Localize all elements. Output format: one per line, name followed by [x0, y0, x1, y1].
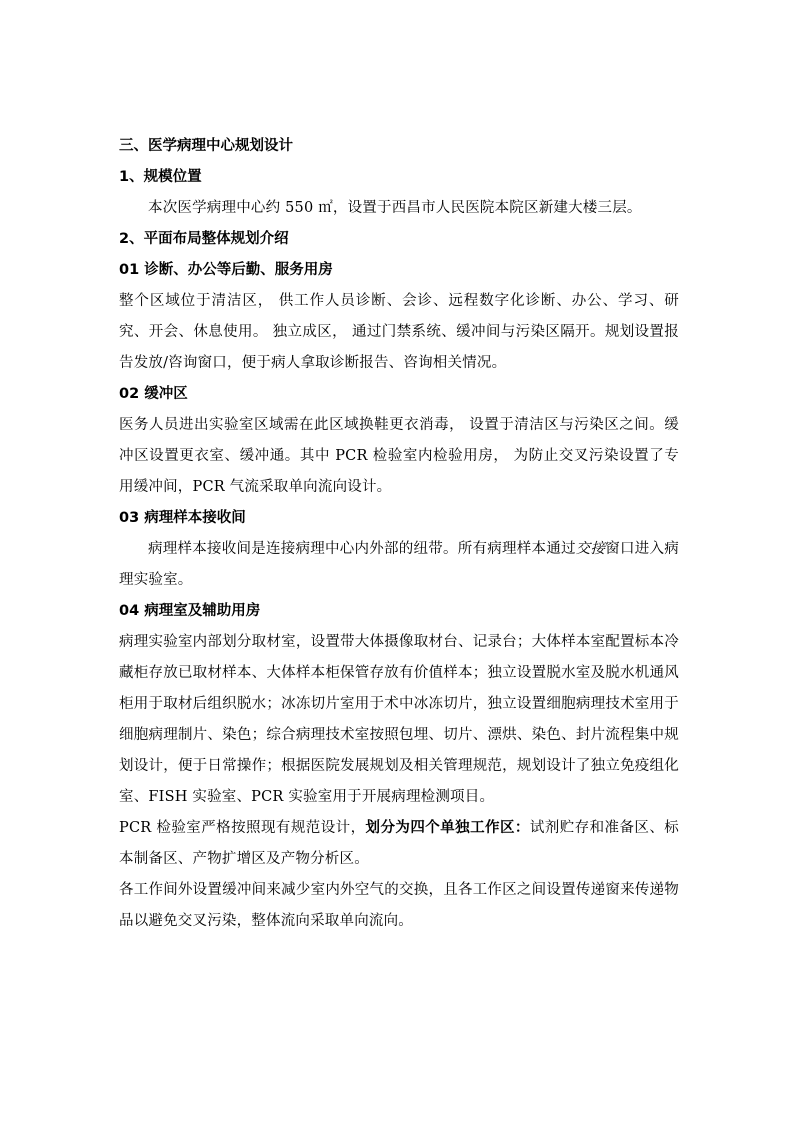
heading-layout-overview: 2、平面布局整体规划介绍 — [119, 231, 289, 247]
paragraph-04-pcr-lab — [119, 813, 679, 875]
heading-04-pathology-rooms: 04 病理室及辅助用房 — [119, 603, 261, 619]
paragraph-04-pathology-rooms: 病理实验室内部划分取材室，设置带大体摄像取材台、记录台；大体样本室配置标本冷藏柜存放已取材样本、大体样本柜保管存放有价值样本；独立设置脱水室及脱水机通风柜用于取材后组织脱水；冰冻切片室用于术中冰冻切片，独立设置细胞病理技术室用于细胞病理制片、染色；综合病理技术室按照包埋、切片、漂烘、染色、封片流程集中规划设计，便于日常操作；根据医院发展规划及相关管理规范，规划设计了独立免疫组化室、FISH 实验室、PCR 实验室用于开展病理检测项目。 — [119, 634, 679, 805]
paragraph-03-sample-reception — [119, 534, 679, 596]
paragraph-scale-location: 本次医学病理中心约 550 ㎡，设置于西昌市人民医院本院区新建大楼三层。 — [148, 200, 642, 216]
document-content — [119, 131, 679, 937]
paragraph-04-pcr-text-bold: 划分为四个单独工作区： — [365, 820, 530, 836]
paragraph-03-text-italic: 交接 — [575, 541, 606, 557]
paragraph-04-pcr-text-a: PCR 检验室严格按照现有规范设计， — [119, 820, 366, 836]
heading-scale-location: 1、规模位置 — [119, 169, 202, 185]
paragraph-04-pcr-text-c: 试剂贮存和准备区、标本制备区、产物扩增区及产物分析区。 — [119, 820, 679, 867]
paragraph-01-diagnosis-office: 整个区域位于清洁区， 供工作人员诊断、会诊、远程数字化诊断、办公、学习、研究、开会、休息使用。 独立成区， 通过门禁系统、缓冲间与污染区隔开。规划设置报告发放/咨询窗口，便于病人拿取诊断报告、咨询相关情况。 — [119, 293, 679, 371]
paragraph-03-text-a: 病理样本接收间是连接病理中心内外部的纽带。所有病理样本通过 — [148, 541, 576, 557]
paragraph-03-text-c: 窗口进入病理实验室。 — [119, 541, 680, 588]
heading-02-buffer-zone: 02 缓冲区 — [119, 386, 188, 402]
paragraph-02-buffer-zone: 医务人员进出实验室区域需在此区域换鞋更衣消毒， 设置于清洁区与污染区之间。缓冲区设置更衣室、缓冲通。其中 PCR 检验室内检验用房， 为防止交叉污染设置了专用缓冲间，PCR 气流采取单向流向设计。 — [119, 417, 679, 495]
section-title: 三、医学病理中心规划设计 — [119, 138, 293, 154]
heading-03-sample-reception: 03 病理样本接收间 — [119, 510, 246, 526]
paragraph-04-buffer-transfer: 各工作间外设置缓冲间来减少室内外空气的交换，且各工作区之间设置传递窗来传递物品以避免交叉污染，整体流向采取单向流向。 — [119, 882, 679, 929]
heading-01-diagnosis-office: 01 诊断、办公等后勤、服务用房 — [119, 262, 333, 278]
